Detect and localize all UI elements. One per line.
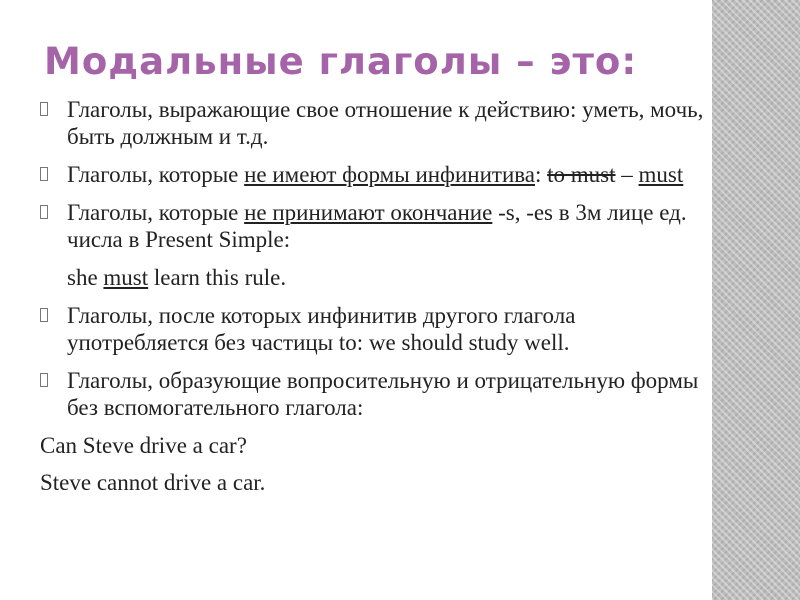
square-bullet-icon	[40, 373, 48, 387]
underlined-phrase: не принимают окончание	[244, 200, 493, 225]
bullet-text-pre: Глаголы, которые	[67, 200, 245, 225]
underlined-must: must	[638, 162, 684, 187]
strikethrough-phrase: to must	[547, 162, 616, 187]
square-bullet-icon	[40, 205, 48, 219]
colon: :	[535, 162, 548, 187]
bullet-text: Глаголы, выражающие свое отношение к действию: уметь, мочь, быть должным и т.д.	[67, 97, 704, 149]
slide-content	[40, 96, 705, 506]
example-line-negative: Steve cannot drive a car.	[40, 470, 266, 495]
bullet-item-2	[40, 161, 705, 188]
example-underlined: must	[103, 265, 149, 290]
underlined-phrase: не имеют формы инфинитива	[244, 162, 536, 187]
example-sentence	[40, 264, 705, 291]
square-bullet-icon	[40, 308, 48, 322]
bullet-text-post: -s, -es в 3м лице ед. числа в Present Simple:	[67, 200, 687, 252]
bullet-text-pre: Глаголы, которые	[67, 162, 245, 187]
bullet-item-3	[40, 199, 705, 253]
bullet-text: Глаголы, после которых инфинитив другого глагола употребляется без частицы to: we should study well.	[67, 303, 576, 355]
example-post: learn this rule.	[148, 265, 287, 290]
example-line-question: Can Steve drive a car?	[40, 433, 247, 458]
square-bullet-icon	[40, 167, 48, 181]
example-pre: she	[67, 265, 104, 290]
bullet-item-4	[40, 302, 705, 356]
decorative-side-strip	[712, 0, 800, 600]
slide-title: Модальные глаголы – это:	[44, 40, 638, 83]
bullet-text: Глаголы, образующие вопросительную и отрицательную формы без вспомогательного глагола:	[67, 368, 699, 420]
bullet-item-5	[40, 367, 705, 421]
square-bullet-icon	[40, 102, 48, 116]
dash: –	[615, 162, 639, 187]
bullet-item-1	[40, 96, 705, 150]
